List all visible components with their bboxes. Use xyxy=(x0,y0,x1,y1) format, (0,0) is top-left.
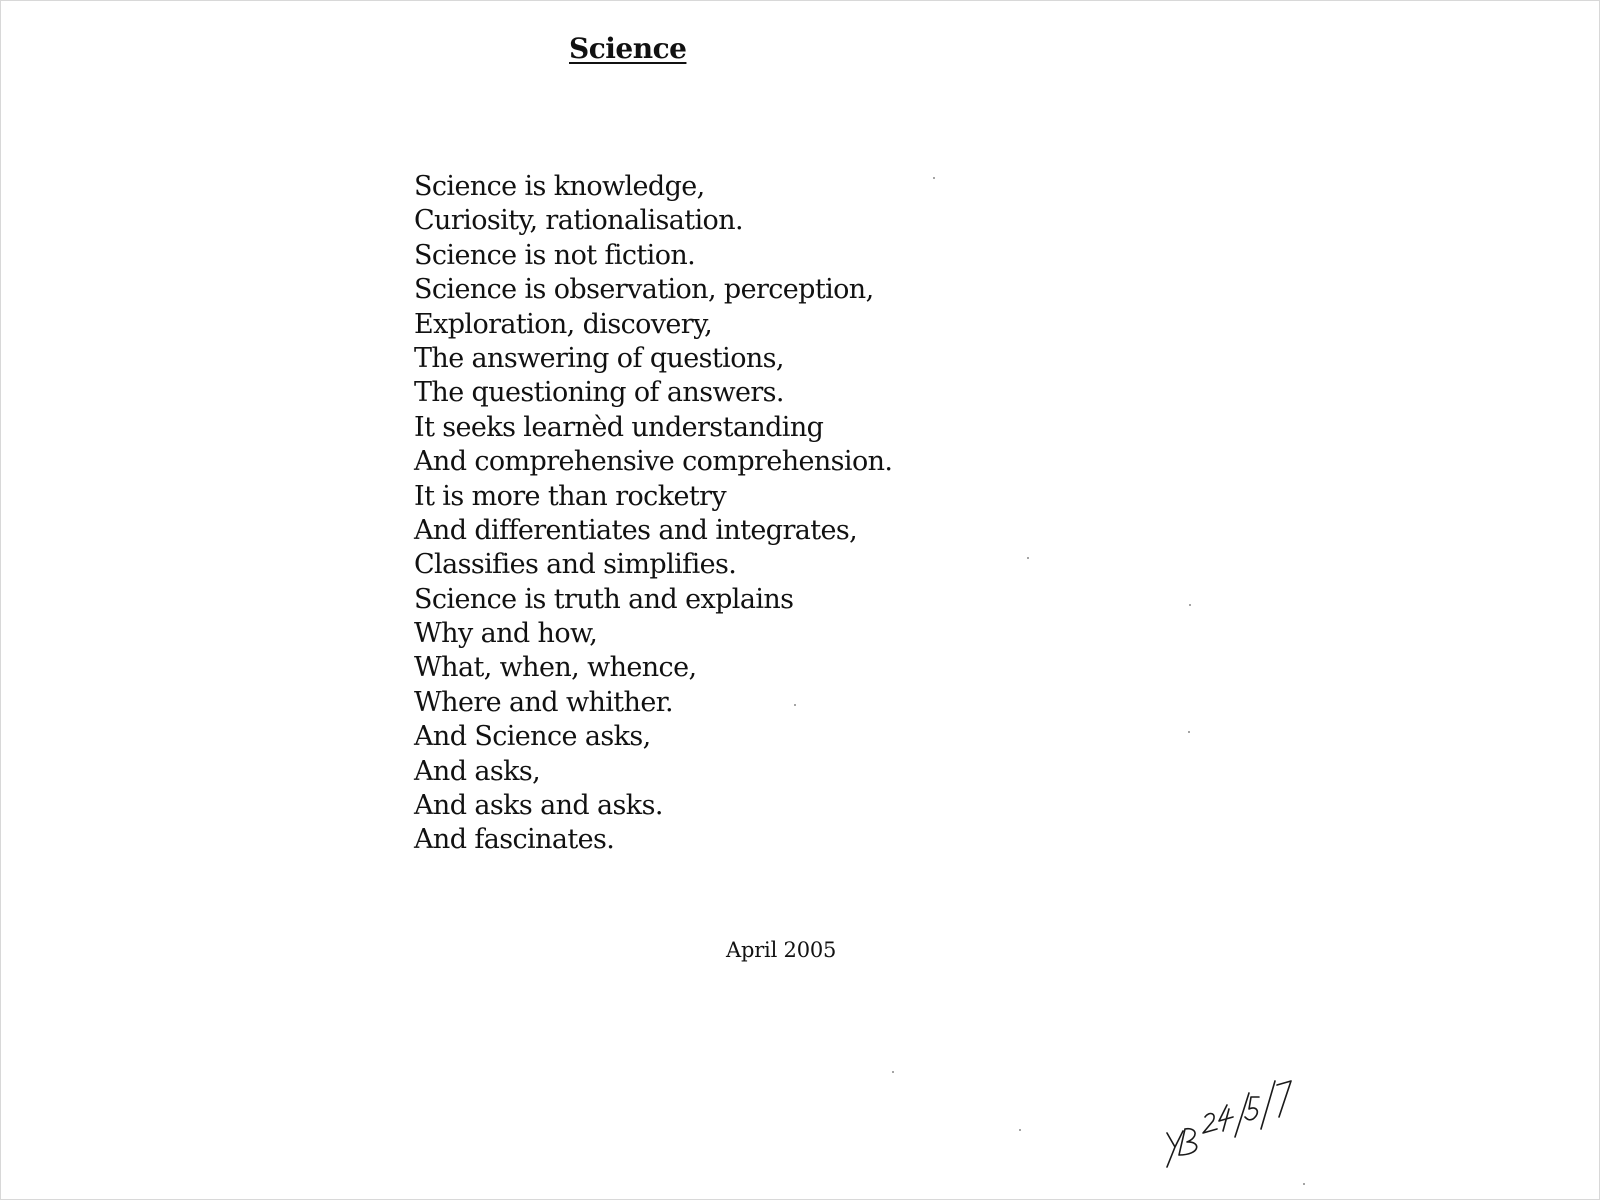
poem-line: The questioning of answers. xyxy=(414,377,784,409)
poem-line: Where and whither. xyxy=(414,686,674,718)
scan-speck xyxy=(1189,604,1191,606)
poem-line: Curiosity, rationalisation. xyxy=(414,205,743,237)
poem-line: The answering of questions, xyxy=(414,342,784,374)
poem-line: Why and how, xyxy=(414,618,598,650)
poem-line: Classifies and simplifies. xyxy=(414,549,737,581)
scan-speck xyxy=(892,1071,894,1073)
poem-body xyxy=(414,170,892,858)
poem-title: Science xyxy=(569,32,687,65)
scan-speck xyxy=(1188,731,1190,733)
handwritten-signature xyxy=(1161,1071,1311,1191)
poem-line: And differentiates and integrates, xyxy=(414,514,858,546)
poem-line: Science is knowledge, xyxy=(414,171,705,202)
poem-line: And asks, xyxy=(414,755,541,787)
poem-line: And comprehensive comprehension. xyxy=(414,446,893,478)
poem-line: What, when, whence, xyxy=(414,652,697,684)
poem-line: Science is truth and explains xyxy=(414,583,794,615)
poem-line: It seeks learnèd understanding xyxy=(414,411,824,443)
poem-line: It is more than rocketry xyxy=(414,480,727,512)
poem-date: April 2005 xyxy=(726,938,837,962)
poem-line: Exploration, discovery, xyxy=(414,308,713,340)
poem-line: And asks and asks. xyxy=(414,790,663,822)
poem-line: Science is observation, perception, xyxy=(414,274,874,306)
poem-line: Science is not fiction. xyxy=(414,239,696,271)
scan-speck xyxy=(794,704,796,706)
scan-speck xyxy=(1019,1129,1021,1131)
poem-line: And fascinates. xyxy=(414,824,615,856)
scan-speck xyxy=(933,177,935,179)
poem-line: And Science asks, xyxy=(414,721,651,753)
scan-speck xyxy=(1027,557,1029,559)
